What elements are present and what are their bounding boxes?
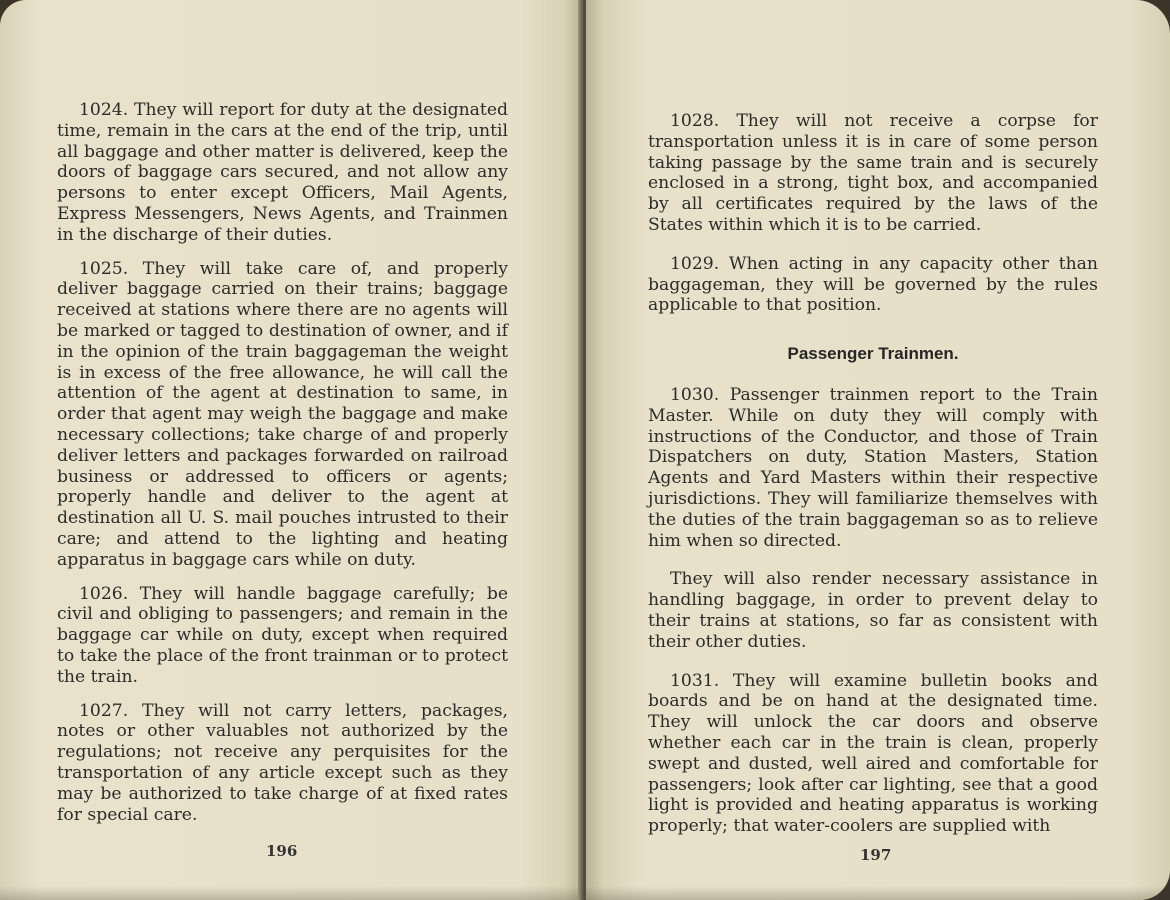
- right-page-text: [648, 111, 1098, 850]
- paragraph-assistance: They will also render necessary assistance in handling baggage, in order to prevent delay to their trains at stations, so far as consistent with their other duties.: [648, 569, 1098, 652]
- paragraph-1024: 1024. They will report for duty at the designated time, remain in the cars at the end of the trip, until all baggage and other matter is delivered, keep the doors of baggage cars secured, and not allow any persons to enter except Officers, Mail Agents, Express Messengers, News Agents, and Trainmen in the discharge of their duties.: [57, 100, 508, 245]
- paragraph-1025: 1025. They will take care of, and properly deliver baggage carried on their trains; baggage received at stations where there are no agents will be marked or tagged to destination of owner, and if in the opinion of the train baggageman the weight is in excess of the free allowance, he will call the attention of the agent at destination to same, in order that agent may weigh the baggage and make necessary collections; take charge of and properly deliver letters and packages forwarded on railroad business or addressed to officers or agents; properly handle and deliver to the agent at destination all U. S. mail pouches intrusted to their care; and attend to the lighting and heating apparatus in baggage cars while on duty.: [57, 258, 508, 570]
- paragraph-1028: 1028. They will not receive a corpse for transportation unless it is in care of some person taking passage by the same train and is securely enclosed in a strong, tight box, and accompanied by all certificates required by the laws of the States within which it is to be carried.: [648, 111, 1098, 235]
- paragraph-1031: 1031. They will examine bulletin books and boards and be on hand at the designated time. They will unlock the car doors and observe whether each car in the train is clean, properly swept and dusted, well aired and comfortable for passengers; look after car lighting, see that a good light is provided and heating apparatus is working properly; that water-coolers are supplied with: [648, 670, 1098, 837]
- left-page: [0, 0, 582, 900]
- page-edge-shadow: [0, 886, 582, 900]
- paragraph-1029: 1029. When acting in any capacity other than baggageman, they will be governed by the rules applicable to that position.: [648, 253, 1098, 316]
- section-heading: Passenger Trainmen.: [787, 344, 959, 364]
- page-number-right: 197: [860, 846, 892, 864]
- left-page-text: [57, 100, 508, 838]
- paragraph-1030: 1030. Passenger trainmen report to the Train Master. While on duty they will comply with instructions of the Conductor, and those of Train Dispatchers on duty, Station Masters, Station Agents and Yard Masters within their respective jurisdictions. They will familiarize themselves with the duties of the train baggageman so as to relieve him when so directed.: [648, 384, 1098, 551]
- paragraph-1027: 1027. They will not carry letters, packages, notes or other valuables not authorized by the regulations; not receive any perquisites for the transportation of any article except such as they may be authorized to take charge of at fixed rates for special care.: [57, 700, 508, 825]
- right-page: [586, 0, 1170, 900]
- page-number-left: 196: [266, 842, 298, 860]
- paragraph-1026: 1026. They will handle baggage carefully; be civil and obliging to passengers; and remain in the baggage car while on duty, except when required to take the place of the front trainman or to protect the train.: [57, 583, 508, 687]
- page-edge-shadow: [586, 886, 1170, 900]
